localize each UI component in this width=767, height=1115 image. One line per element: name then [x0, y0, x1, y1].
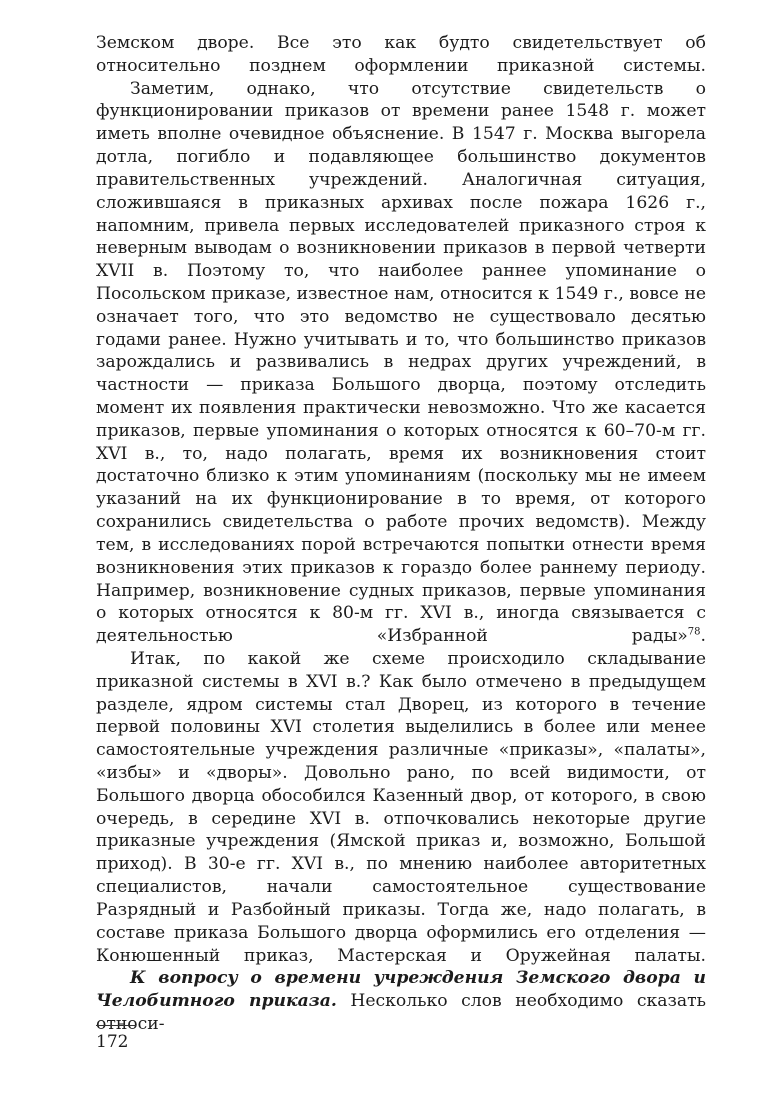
page-number-rule	[96, 1025, 136, 1026]
footnote-ref-78[interactable]: 78	[687, 626, 701, 638]
paragraph-1-text: Земском дворе. Все это как будто свидетельствует об относительно позднем оформлении приказной системы.	[96, 33, 706, 76]
paragraph-4-text: Несколько слов необходимо сказать относи-	[96, 991, 707, 1034]
page-body	[96, 32, 706, 1036]
paragraph-4	[96, 967, 706, 1035]
section-heading: К вопросу о времени учреждения Земского двора и Челобитного приказа.	[96, 968, 706, 1012]
paragraph-2-text: Заметим, однако, что отсутствие свидетельств о функционировании приказов от времени ранее 1548 г. может иметь вполне очевидное объяснение. В 1547 г. Москва выгорела дотла, погибло и подавляющее большинство документов правительственных учреждений. Аналогичная ситуация, сложившаяся в приказных архивах после пожара 1626 г., напомним, привела первых исследователей приказного строя к неверным выводам о возникновении приказов в первой четверти XVII в. Поэтому то, что наиболее раннее упоминание о Посольском приказе, известное нам, относится к 1549 г., вовсе не означает того, что это ведомство не существовало десятью годами ранее. Нужно учитывать и то, что большинство приказов зарождались и развивались в недрах других учреждений, в частности — приказа Большого дворца, поэтому отследить момент их появления практически невозможно. Что же касается приказов, первые упоминания о которых относятся к 60–70-м гг. XVI в., то, надо полагать, время их возникновения стоит достаточно близко к этим упоминаниям (поскольку мы не имеем указаний на их функционирование в то время, от которого сохранились свидетельства о работе прочих ведомств). Между тем, в исследованиях порой встречаются попытки отнести время возникновения этих приказов к гораздо более раннему периоду. Например, возникновение судных приказов, первые упоминания о которых относятся к 80-м гг. XVI в., иногда связывается с деятельностью «Избранной рады»	[96, 78, 706, 647]
paragraph-1	[96, 32, 706, 78]
paragraph-3	[96, 648, 706, 967]
paragraph-2-end: .	[700, 626, 706, 647]
paragraph-2	[96, 78, 706, 648]
paragraph-3-text: Итак, по какой же схеме происходило складывание приказной системы в XVI в.? Как было отмечено в предыдущем разделе, ядром системы стал Дворец, из которого в течение первой половины XVI столетия выделились в более или менее самостоятельные учреждения различные «приказы», «палаты», «избы» и «дворы». Довольно рано, по всей видимости, от Большого дворца обособился Казенный двор, от которого, в свою очередь, в середине XVI в. отпочковались некоторые другие приказные учреждения (Ямской приказ и, возможно, Большой приход). В 30-е гг. XVI в., по мнению наиболее авторитетных специалистов, начали самостоятельное существование Разрядный и Разбойный приказы. Тогда же, надо полагать, в составе приказа Большого дворца оформились его отделения — Конюшенный приказ, Мастерская и Оружейная палаты.	[96, 648, 706, 966]
page-number: 172	[96, 1032, 129, 1052]
